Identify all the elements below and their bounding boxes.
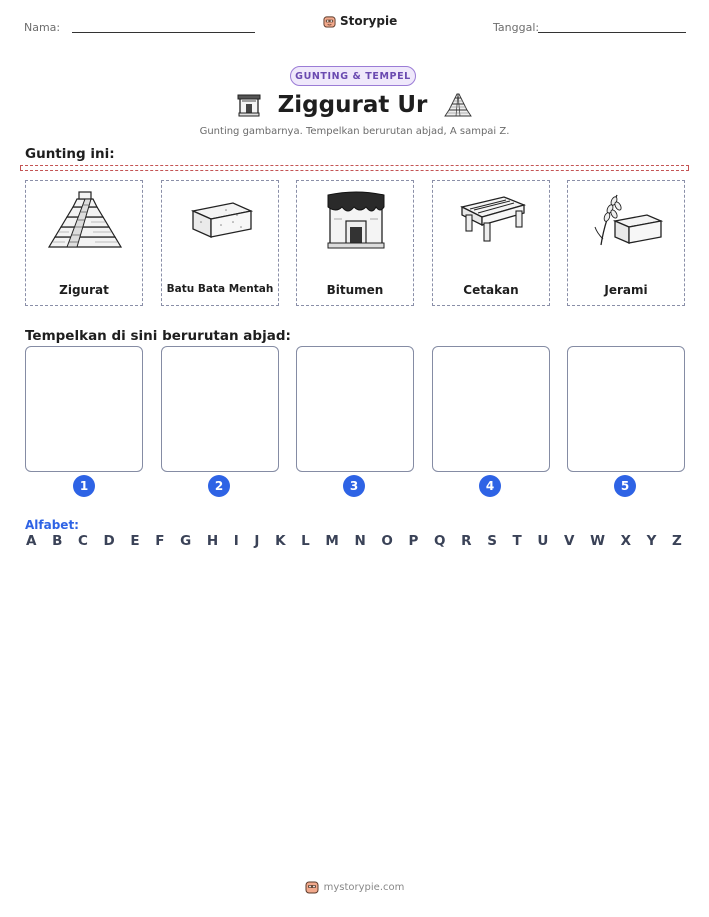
alphabet-letter: W	[590, 533, 605, 549]
date-label: Tanggal:	[493, 21, 540, 34]
alphabet-row	[26, 533, 682, 549]
cut-line	[20, 165, 689, 171]
alphabet-letter: A	[26, 533, 37, 549]
paste-slot-1[interactable]	[25, 346, 143, 472]
alphabet-letter: P	[408, 533, 419, 549]
card-label: Zigurat	[59, 283, 109, 297]
paste-slot-4[interactable]	[432, 346, 550, 472]
card-label: Batu Bata Mentah	[166, 283, 274, 295]
ziggurat-small-icon	[443, 92, 473, 118]
alphabet-letter: E	[130, 533, 140, 549]
slot-number-badge: 3	[343, 475, 365, 497]
page-title	[0, 92, 709, 118]
slot-number-badge: 1	[73, 475, 95, 497]
storypie-mascot-icon	[323, 15, 336, 28]
footer	[0, 880, 709, 894]
alphabet-letter: B	[52, 533, 63, 549]
brand-logo	[323, 14, 397, 28]
alphabet-letter: Y	[646, 533, 657, 549]
alphabet-letter: S	[487, 533, 497, 549]
cut-card-cetakan[interactable]	[432, 180, 550, 306]
alphabet-label: Alfabet:	[25, 518, 79, 532]
straw-brick-icon	[587, 189, 667, 251]
alphabet-letter: N	[354, 533, 366, 549]
name-line[interactable]	[72, 32, 255, 33]
paste-slot-3[interactable]	[296, 346, 414, 472]
paste-section-label: Tempelkan di sini berurutan abjad:	[25, 328, 291, 344]
alphabet-letter: U	[537, 533, 549, 549]
bitumen-icon	[316, 189, 396, 251]
slot-number-badge: 5	[614, 475, 636, 497]
temple-icon	[236, 92, 262, 118]
brick-mold-icon	[452, 189, 532, 251]
footer-url[interactable]: mystorypie.com	[323, 881, 405, 893]
mud-brick-icon	[181, 189, 261, 251]
alphabet-letter: D	[103, 533, 115, 549]
alphabet-letter: V	[563, 533, 575, 549]
slot-number-badge: 2	[208, 475, 230, 497]
alphabet-letter: O	[381, 533, 393, 549]
alphabet-letter: C	[78, 533, 88, 549]
activity-badge: GUNTING & TEMPEL	[290, 66, 416, 86]
alphabet-letter: I	[233, 533, 239, 549]
alphabet-letter: K	[275, 533, 286, 549]
cut-card-zigurat[interactable]	[25, 180, 143, 306]
alphabet-letter: T	[512, 533, 522, 549]
cut-card-batu-bata-mentah[interactable]	[161, 180, 279, 306]
card-label: Cetakan	[463, 283, 519, 297]
alphabet-letter: G	[180, 533, 192, 549]
alphabet-letter: X	[620, 533, 632, 549]
name-label: Nama:	[24, 21, 61, 34]
cut-section-label: Gunting ini:	[25, 146, 115, 162]
ziggurat-icon	[45, 189, 125, 251]
cut-card-jerami[interactable]	[567, 180, 685, 306]
alphabet-letter: L	[301, 533, 310, 549]
paste-slot-5[interactable]	[567, 346, 685, 472]
cut-card-bitumen[interactable]	[296, 180, 414, 306]
alphabet-letter: R	[461, 533, 472, 549]
storypie-mascot-icon	[305, 880, 319, 894]
paste-slot-2[interactable]	[161, 346, 279, 472]
instructions: Gunting gambarnya. Tempelkan berurutan abjad, A sampai Z.	[199, 126, 510, 137]
alphabet-letter: Z	[672, 533, 682, 549]
alphabet-letter: J	[254, 533, 260, 549]
brand-name: Storypie	[340, 14, 398, 28]
card-label: Jerami	[604, 283, 648, 297]
alphabet-letter: H	[206, 533, 219, 549]
alphabet-letter: F	[155, 533, 165, 549]
card-label: Bitumen	[326, 283, 384, 297]
alphabet-letter: M	[325, 533, 339, 549]
slot-number-badge: 4	[479, 475, 501, 497]
title-text: Ziggurat Ur	[277, 92, 428, 118]
date-line[interactable]	[538, 32, 686, 33]
alphabet-letter: Q	[434, 533, 446, 549]
